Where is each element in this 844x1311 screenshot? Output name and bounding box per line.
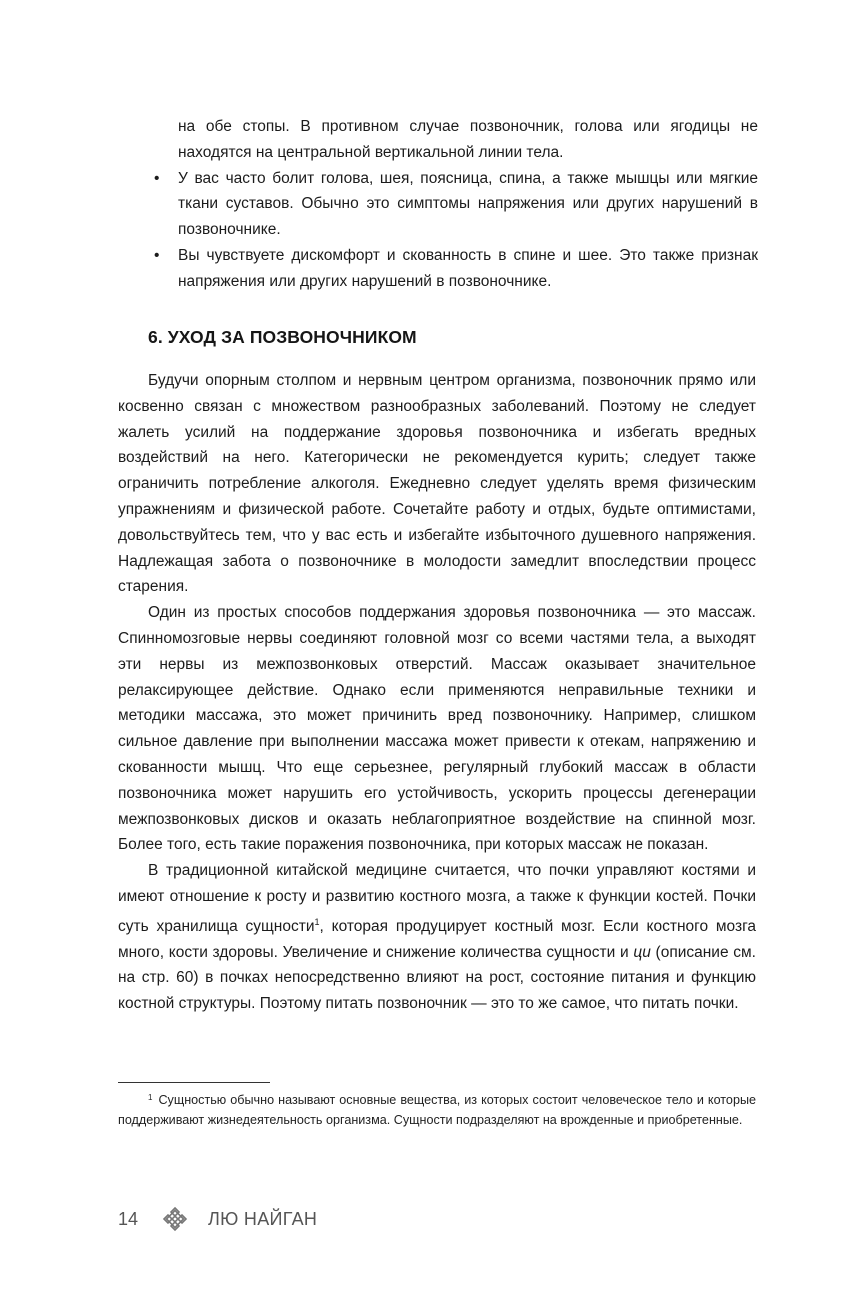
list-item: [118, 114, 758, 166]
endless-knot-icon: [162, 1206, 188, 1232]
page-number: 14: [118, 1208, 139, 1229]
list-item-text: на обе стопы. В противном случае позвоночник, голова или ягодицы не находятся на центральной вертикальной линии тела.: [178, 118, 758, 161]
paragraph: [118, 858, 756, 1017]
paragraph: Будучи опорным столпом и нервным центром организма, позвоночник прямо или косвенно связан с множеством разнообразных заболеваний. Поэтому не следует жалеть усилий на поддержание здоровья позвоночника и избегать вредных воздействий на него. Категорически не рекомендуется курить; следует также ограничить потребление алкоголя. Ежедневно следует уделять время физическим упражнениям и физической работе. Сочетайте работу и отдых, будьте оптимистами, довольствуйтесь тем, что у вас есть и избегайте избыточного душевного напряжения. Надлежащая забота о позвоночнике в молодости замедлит впоследствии процесс старения.: [118, 372, 756, 596]
footnote-reference[interactable]: 1: [314, 916, 320, 927]
list-item: [118, 166, 758, 243]
bullet-icon: •: [154, 246, 160, 264]
list-item: [118, 243, 758, 295]
author-name: ЛЮ НАЙГАН: [208, 1208, 318, 1229]
footnote-text: Сущностью обычно называют основные вещества, из которых состоит человеческое тело и которые поддерживают жизнедеятельность организма. Сущности подразделяют на врожденные и приобретенные.: [118, 1093, 756, 1127]
footnote-divider: [118, 1082, 270, 1083]
section-body: [118, 368, 756, 1017]
paragraph-text: (описание см. на стр. 60) в почках непосредственно влияют на рост, состояние питания и функцию костной структуры. Поэтому питать позвоночник — это то же самое, что питать почки.: [118, 943, 756, 1013]
footnote: [118, 1088, 756, 1130]
bullet-icon: •: [154, 169, 160, 187]
list-item-text: У вас часто болит голова, шея, поясница, спина, а также мышцы или мягкие ткани суставов. Обычно это симптомы напряжения или других нарушений в позвоночнике.: [178, 169, 758, 239]
section-heading: 6. УХОД ЗА ПОЗВОНОЧНИКОМ: [148, 327, 417, 347]
list-item-text: Вы чувствуете дискомфорт и скованность в спине и шее. Это также признак напряжения или других нарушений в позвоночнике.: [178, 246, 758, 290]
paragraph-text: , которая продуцирует костный мозг. Если костного мозга много, кости здоровы. Увеличение и снижение количества сущности и: [118, 917, 757, 961]
symptom-list: [118, 114, 758, 295]
paragraph: Один из простых способов поддержания здоровья позвоночника — это массаж. Спинномозговые нервы соединяют головной мозг со всеми частями тела, а выходят эти нервы из межпозвонковых отверстий. Массаж оказывает значительное релаксирующее действие. Однако если применяются неправильные техники и методики массажа, это может причинить вред позвоночнику. Например, слишком сильное давление при выполнении массажа может привести к отекам, напряжению и скованности мышц. Что еще серьезнее, регулярный глубокий массаж в области позвоночника может нарушить его устойчивость, ускорить процессы дегенерации межпозвонковых дисков и оказать неблагоприятное воздействие на спинной мозг. Более того, есть такие поражения позвоночника, при которых массаж не показан.: [118, 604, 756, 854]
page-footer: [118, 1204, 317, 1234]
term-qi: ци: [633, 943, 651, 961]
footnote-marker: 1: [148, 1093, 153, 1102]
paragraph-text: В традиционной китайской медицине считается, что почки управляют костями и имеют отношение к росту и развитию костного мозга, а также к функции костей. Почки суть хранилища сущности: [118, 862, 756, 935]
